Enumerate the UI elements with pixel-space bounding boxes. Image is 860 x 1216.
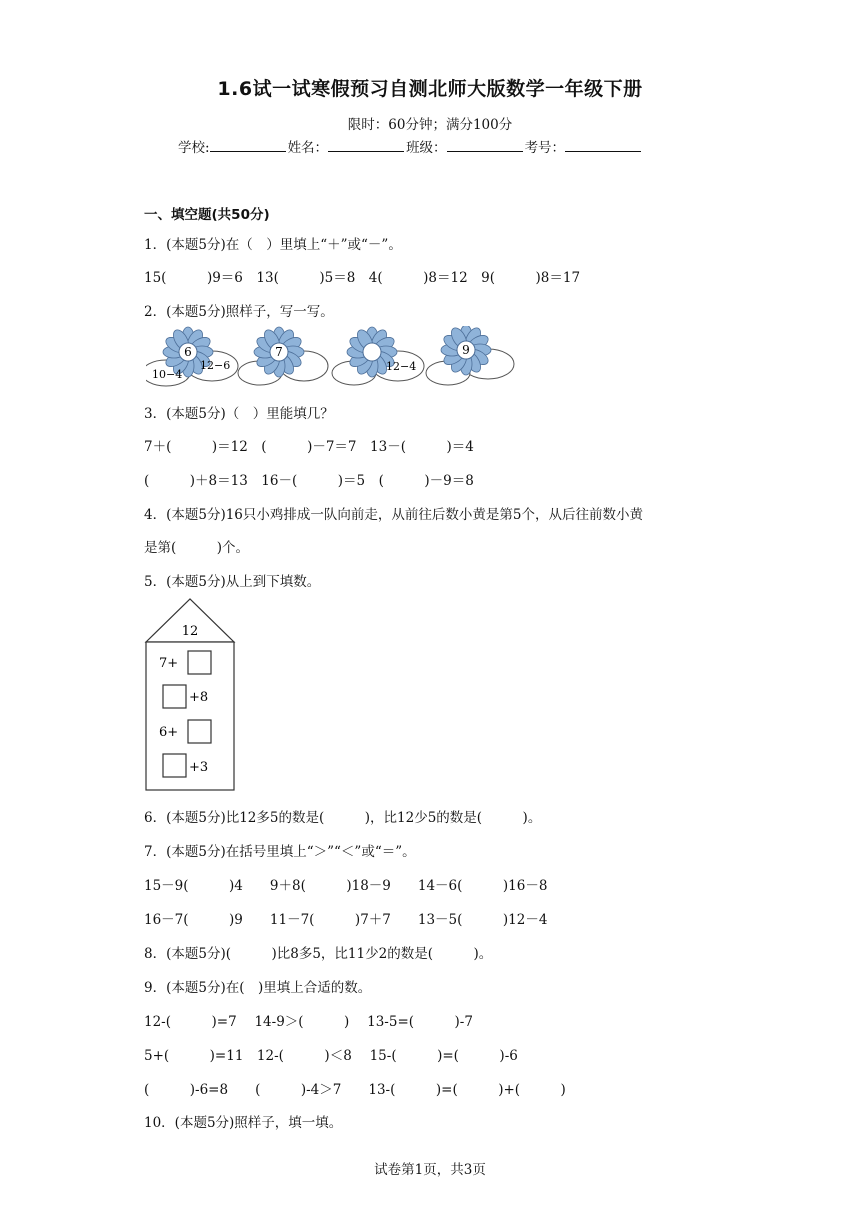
row-1-label: 7+ (159, 656, 179, 671)
number-blank (565, 137, 641, 152)
q4-text-1: 4．(本题5分)16只小鸡排成一队向前走，从前往后数小黄是第5个，从后往前数小黄 (144, 507, 643, 523)
q9-line-2: 5+( )=11 12-( )＜8 15-( )=( )-6 (144, 1048, 518, 1064)
flower-right-label: 12−4 (386, 360, 417, 373)
flower-4 (426, 326, 514, 385)
q8-text: 8．(本题5分)( )比8多5，比11少2的数是( )。 (144, 946, 493, 962)
q9-line-3: ( )-6=8 ( )-4＞7 13-( )=( )+( ) (144, 1082, 566, 1098)
q4-text-2: 是第( )个。 (144, 540, 250, 556)
student-info (178, 136, 643, 156)
school-blank (210, 137, 286, 152)
answer-box[interactable] (163, 754, 186, 777)
q10-text: 10．(本题5分)照样子，填一填。 (144, 1115, 343, 1131)
name-blank (328, 137, 404, 152)
flower-center-number: 7 (275, 345, 283, 359)
q7-line-1: 15－9( )4 9＋8( )18－9 14－6( )16－8 (144, 878, 548, 894)
row-2-label: +8 (189, 690, 209, 705)
flower-center-number: 6 (184, 345, 192, 359)
section-heading: 一、填空题(共50分) (144, 207, 270, 223)
q5-text: 5．(本题5分)从上到下填数。 (144, 574, 321, 590)
q9-line-1: 12-( )=7 14-9＞( ) 13-5=( )-7 (144, 1014, 473, 1030)
q3-text: 3．(本题5分)（ ）里能填几？ (144, 406, 334, 422)
answer-box[interactable] (163, 685, 186, 708)
q2-text: 2．(本题5分)照样子，写一写。 (144, 304, 334, 320)
exam-subtitle: 限时：60分钟；满分100分 (347, 117, 513, 133)
flower-2 (238, 327, 328, 385)
class-blank (447, 137, 523, 152)
q1-line: 15( )9＝6 13( )5＝8 4( )8＝12 9( )8＝17 (144, 270, 581, 286)
name-label: 姓名： (287, 140, 329, 156)
house-diagram (144, 596, 238, 792)
page-title: 1.6试一试寒假预习自测北师大版数学一年级下册 (217, 78, 643, 100)
q9-text: 9．(本题5分)在( )里填上合适的数。 (144, 980, 372, 996)
q3-line-2: ( )＋8＝13 16－( )＝5 ( )－9＝8 (144, 473, 474, 489)
flower-right-label: 12−6 (200, 359, 231, 372)
page-footer: 试卷第1页，共3页 (374, 1162, 486, 1178)
q1-text: 1．(本题5分)在（ ）里填上“＋”或“－”。 (144, 237, 402, 253)
row-4-label: +3 (189, 760, 209, 775)
flower-3 (332, 327, 424, 385)
q7-line-2: 16－7( )9 11－7( )7＋7 13－5( )12－4 (144, 912, 548, 928)
q6-text: 6．(本题5分)比12多5的数是( )，比12少5的数是( )。 (144, 810, 542, 826)
flower-left-label: 10−4 (152, 368, 183, 381)
flower-center (363, 343, 381, 361)
class-label: 班级： (406, 140, 447, 156)
q3-line-1: 7＋( )＝12 ( )－7＝7 13－( )＝4 (144, 439, 474, 455)
answer-box[interactable] (188, 720, 211, 743)
answer-box[interactable] (188, 651, 211, 674)
number-label: 考号： (524, 140, 566, 156)
roof-number: 12 (181, 624, 199, 639)
school-label: 学校: (178, 140, 210, 156)
flower-1 (146, 327, 238, 386)
q7-text: 7．(本题5分)在括号里填上“＞”“＜”或“＝”。 (144, 844, 416, 860)
flower-center-number: 9 (462, 343, 470, 357)
flowers-illustration (146, 326, 526, 388)
row-3-label: 6+ (159, 725, 179, 740)
